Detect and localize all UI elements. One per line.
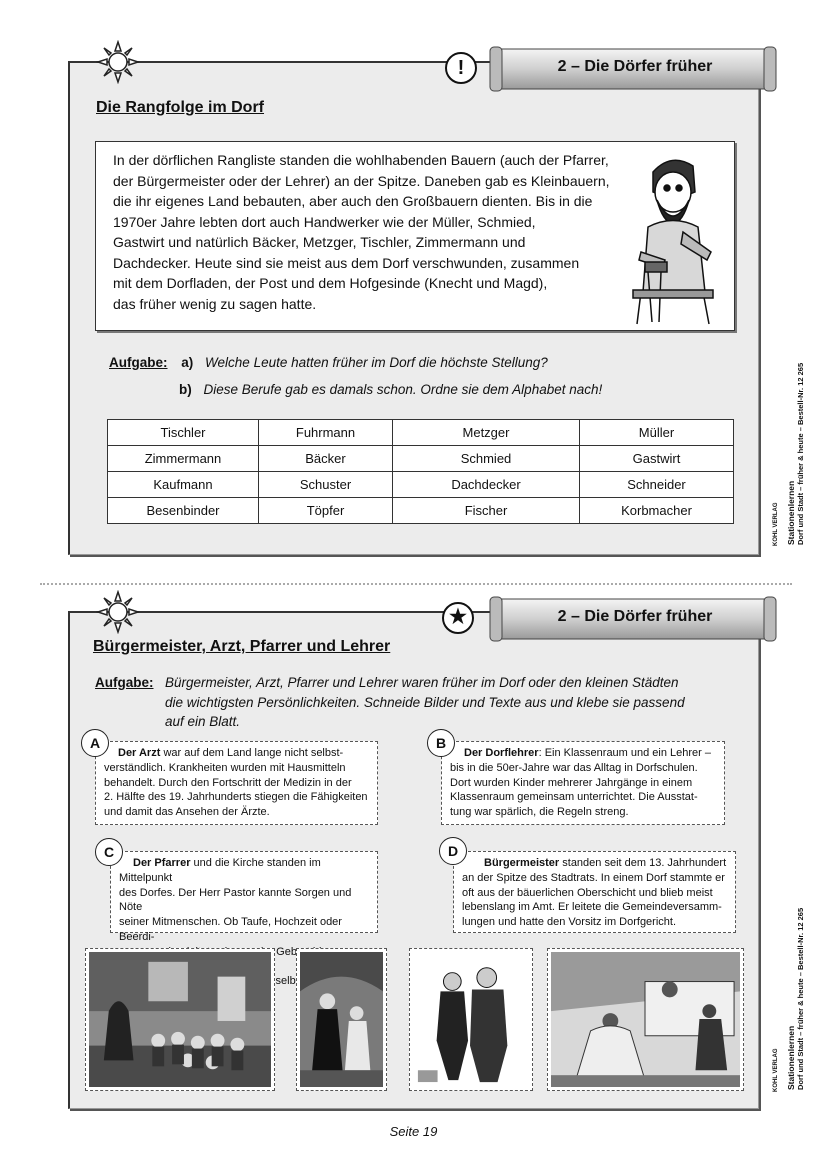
- task-2-text: [165, 673, 685, 732]
- task-b: [179, 382, 602, 397]
- text-line: Bürgermeister, Arzt, Pfarrer und Lehrer waren früher im Dorf oder den kleinen Städten: [165, 675, 679, 690]
- info-card-d: [453, 851, 736, 933]
- info-textbox: [95, 141, 735, 331]
- card-bold: Der Arzt: [118, 747, 161, 759]
- text-line: und die Kirche standen im Mittelpunkt: [119, 857, 321, 884]
- cut-line: [40, 583, 792, 585]
- word-cell: Töpfer: [259, 498, 393, 524]
- task-b-letter: b): [179, 382, 192, 397]
- publisher-logo: KOHL VERLAG: [773, 1048, 779, 1092]
- profession-table: [107, 419, 734, 524]
- text-line: des Dorfes. Der Herr Pastor kannte Sorgen und Nöte: [119, 886, 352, 914]
- text-line: lebenslang im Amt. Er leitete die Gemeindeversamm-: [462, 901, 722, 914]
- exclamation-icon: !: [445, 52, 477, 84]
- task-a-text: Welche Leute hatten früher im Dorf die höchste Stellung?: [205, 355, 548, 370]
- chapter-title-1: 2 – Die Dörfer früher: [557, 58, 713, 75]
- word-cell: Tischler: [108, 420, 259, 446]
- text-line: Gastwirt und natürlich Bäcker, Metzger, Tischler, Zimmermann und: [113, 234, 526, 250]
- info-card-b: [441, 741, 725, 825]
- text-line: In der dörflichen Rangliste standen die wohlhabenden Bauern (auch der Pfarrer,: [113, 152, 609, 168]
- table-row: [108, 420, 734, 446]
- section-title: Bürgermeister, Arzt, Pfarrer und Lehrer: [93, 638, 391, 655]
- card-bold: Der Pfarrer: [133, 857, 191, 869]
- word-cell: Korbmacher: [580, 498, 734, 524]
- text-line: auf ein Blatt.: [165, 714, 241, 729]
- task-label: Aufgabe:: [109, 355, 168, 370]
- chapter-title-2: 2 – Die Dörfer früher: [557, 608, 713, 625]
- doctor-engraving: [547, 948, 744, 1091]
- text-line: das früher wenig zu sagen hatte.: [113, 295, 317, 312]
- text-line: : Ein Klassenraum und ein Lehrer –: [538, 747, 712, 759]
- text-line: die wichtigsten Persönlichkeiten. Schneide Bilder und Texte aus und klebe sie passend: [165, 694, 685, 710]
- text-line: war auf dem Land lange nicht selbst-: [160, 747, 344, 759]
- text-line: an der Spitze des Stadtrats. In einem Dorf stammte er: [462, 871, 725, 884]
- word-cell: Schuster: [259, 472, 393, 498]
- text-line: 1970er Jahre lebten dort auch Handwerker wie der Müller, Schmied,: [113, 213, 536, 230]
- card-letter-a: A: [81, 729, 109, 757]
- card-bold: Bürgermeister: [484, 857, 560, 869]
- pastor-engraving: [296, 948, 387, 1091]
- text-line: verständlich. Krankheiten wurden mit Hausmitteln: [104, 761, 346, 774]
- sidebar-order: Dorf und Stadt – früher & heute – Bestell-Nr. 12 265: [796, 907, 805, 1090]
- publisher-logo: KOHL VERLAG: [773, 502, 779, 546]
- page-number: Seite 19: [389, 1124, 438, 1139]
- classroom-engraving: [85, 948, 275, 1091]
- task-label: Aufgabe:: [95, 675, 154, 690]
- card-letter-d: D: [439, 837, 467, 865]
- table-row: [108, 472, 734, 498]
- text-line: und damit das Ansehen der Ärzte.: [104, 806, 270, 819]
- table-row: [108, 498, 734, 524]
- word-cell: Schneider: [580, 472, 734, 498]
- text-line: der Bürgermeister oder der Lehrer) an der Spitze. Daneben gab es Kleinbauern,: [113, 172, 610, 189]
- text-line: Geburt: [276, 945, 310, 958]
- text-line: mit dem Dorfladen, der Post und dem Hofgesinde (Knecht und Magd),: [113, 275, 548, 291]
- word-cell: Dachdecker: [393, 472, 580, 498]
- text-line: bis in die 50er-Jahre war das Alltag in Dorfschulen.: [450, 761, 698, 774]
- sidebar-title: Stationenlernen: [786, 480, 796, 545]
- info-card-c: [110, 851, 378, 958]
- sidebar-order: Dorf und Stadt – früher & heute – Bestell-Nr. 12 265: [796, 362, 805, 545]
- text-line: Klassenraum gemeinsam unterrichtet. Die Ausstat-: [450, 791, 698, 804]
- craftsman-illustration: [623, 152, 723, 328]
- word-cell: Bäcker: [259, 446, 393, 472]
- sidebar-credit-1: [787, 363, 805, 545]
- star-icon: ★: [442, 602, 474, 634]
- task-b-text: Diese Berufe gab es damals schon. Ordne sie dem Alphabet nach!: [203, 382, 603, 397]
- text-line: 2. Hälfte des 19. Jahrhunderts stiegen die Fähigkeiten: [104, 791, 368, 804]
- task-a-letter: a): [181, 355, 194, 370]
- sidebar-credit-2: [787, 908, 805, 1090]
- word-cell: Besenbinder: [108, 498, 259, 524]
- sidebar-title: Stationenlernen: [786, 1025, 796, 1090]
- table-row: [108, 446, 734, 472]
- card-letter-b: B: [427, 729, 455, 757]
- page-title: Die Rangfolge im Dorf: [96, 99, 265, 116]
- word-cell: Metzger: [393, 420, 580, 446]
- text-line: seiner Mitmenschen. Ob Taufe, Hochzeit oder Beerdi-: [119, 916, 342, 943]
- text-line: standen seit dem 13. Jahrhundert: [559, 857, 727, 869]
- info-text: [113, 150, 658, 314]
- word-cell: Gastwirt: [580, 446, 734, 472]
- text-line: Dort wurden Kinder mehrerer Jahrgänge in einem: [450, 776, 693, 789]
- text-line: oft aus der bäuerlichen Oberschicht und blieb meist: [462, 886, 713, 899]
- task-a: [109, 355, 548, 370]
- sun-icon: [96, 40, 140, 84]
- text-line: Dachdecker. Heute sind sie meist aus dem Dorf verschwunden, zusammen: [113, 254, 580, 271]
- info-card-a: [95, 741, 378, 825]
- word-cell: Kaufmann: [108, 472, 259, 498]
- text-line: die ihr eigenes Land bebauten, aber auch den Großbauern dienten. Bis in die: [113, 193, 593, 209]
- word-cell: Schmied: [393, 446, 580, 472]
- text-line: lungen und hatte den Vorsitz im Dorfgericht.: [462, 916, 677, 929]
- text-line: tung war spärlich, die Regeln streng.: [450, 806, 629, 819]
- card-letter-c: C: [95, 838, 123, 866]
- word-cell: Fischer: [393, 498, 580, 524]
- card-bold: Der Dorflehrer: [464, 747, 539, 759]
- mayor-engraving: [409, 948, 533, 1091]
- word-cell: Müller: [580, 420, 734, 446]
- sun-icon: [96, 590, 140, 634]
- word-cell: Zimmermann: [108, 446, 259, 472]
- word-cell: Fuhrmann: [259, 420, 393, 446]
- text-line: behandelt. Durch den Fortschritt der Medizin in der: [104, 776, 352, 789]
